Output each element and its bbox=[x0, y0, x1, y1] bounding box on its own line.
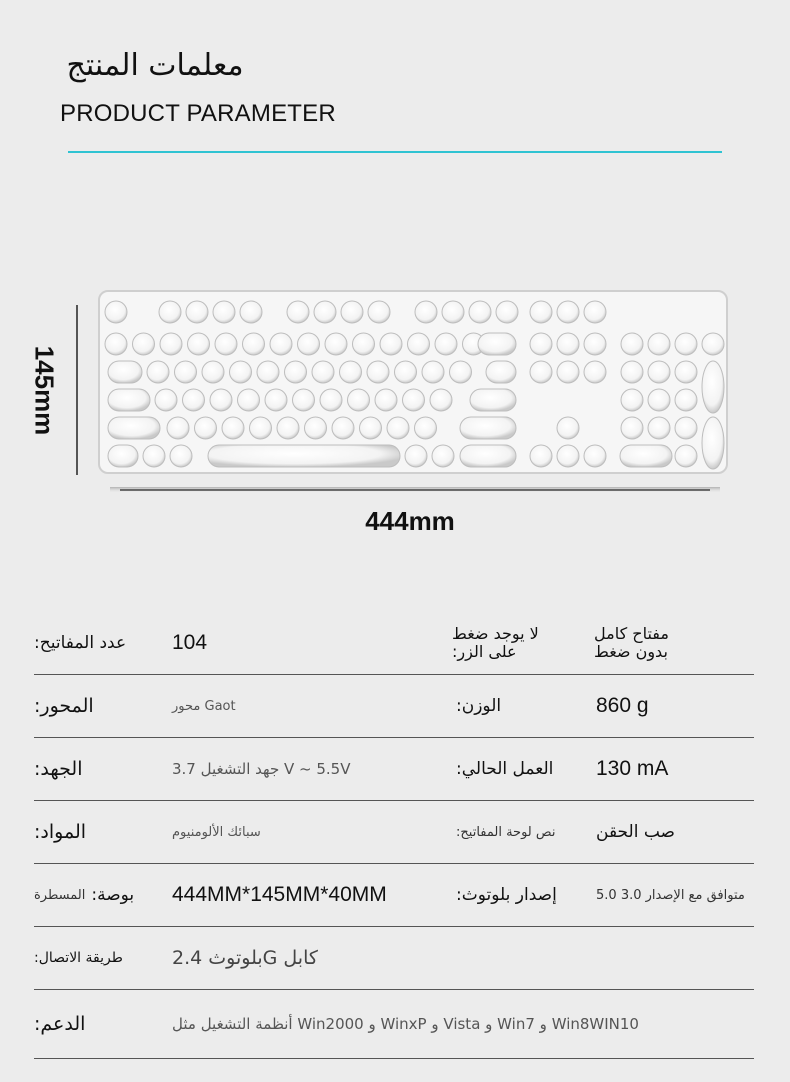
keycap bbox=[320, 389, 342, 411]
keycap bbox=[557, 417, 579, 439]
keycap bbox=[285, 361, 307, 383]
spec-label-line: لا يوجد ضغط bbox=[452, 624, 539, 643]
keycap bbox=[463, 333, 485, 355]
keycap bbox=[305, 417, 327, 439]
keycap bbox=[621, 333, 643, 355]
spec-row bbox=[34, 675, 754, 738]
keycap bbox=[183, 389, 205, 411]
spec-row bbox=[34, 927, 754, 990]
keycap bbox=[195, 417, 217, 439]
keycap bbox=[648, 361, 670, 383]
keycap bbox=[557, 333, 579, 355]
keycap bbox=[403, 389, 425, 411]
keycap bbox=[341, 301, 363, 323]
spec-label-line: :على الزر bbox=[452, 642, 517, 661]
keycap bbox=[360, 417, 382, 439]
keycap-wide bbox=[486, 361, 516, 383]
keycap bbox=[557, 445, 579, 467]
keycap bbox=[415, 301, 437, 323]
keycap bbox=[325, 333, 347, 355]
keycap bbox=[188, 333, 210, 355]
keycap bbox=[155, 389, 177, 411]
height-dimension-label: 145mm bbox=[29, 345, 60, 435]
title-underline bbox=[68, 151, 722, 153]
keycap bbox=[380, 333, 402, 355]
keycap bbox=[348, 389, 370, 411]
keycap-wide bbox=[470, 389, 516, 411]
spec-label: :عدد المفاتيح bbox=[34, 633, 127, 653]
spec-row bbox=[34, 801, 754, 864]
spec-row bbox=[34, 612, 754, 675]
keycap bbox=[387, 417, 409, 439]
keycap bbox=[675, 445, 697, 467]
spec-label: :نص لوحة المفاتيح bbox=[456, 824, 556, 840]
keycap bbox=[675, 389, 697, 411]
spec-row bbox=[34, 738, 754, 801]
keycap bbox=[175, 361, 197, 383]
keycap bbox=[298, 333, 320, 355]
keycap bbox=[530, 445, 552, 467]
spec-value: بلوتوث 2.4G كابل bbox=[172, 947, 318, 969]
spec-value: 104 bbox=[172, 631, 208, 654]
keycap bbox=[621, 389, 643, 411]
keycap bbox=[430, 389, 452, 411]
spec-value: محور Gaot bbox=[172, 698, 236, 714]
keycap bbox=[442, 301, 464, 323]
keycap bbox=[469, 301, 491, 323]
keycap bbox=[186, 301, 208, 323]
keycap bbox=[287, 301, 309, 323]
keycap bbox=[621, 417, 643, 439]
keycap bbox=[143, 445, 165, 467]
keycap bbox=[584, 361, 606, 383]
keycap bbox=[367, 361, 389, 383]
spec-value-line: مفتاح كامل bbox=[594, 624, 669, 643]
keycap bbox=[405, 445, 427, 467]
spec-label: :العمل الحالي bbox=[456, 759, 554, 779]
keycap-wide bbox=[460, 445, 516, 467]
keycap bbox=[312, 361, 334, 383]
spec-row bbox=[34, 864, 754, 927]
width-dimension-label: 444mm bbox=[365, 506, 455, 536]
keycap bbox=[167, 417, 189, 439]
spec-row bbox=[34, 990, 754, 1059]
keycap-wide bbox=[620, 445, 672, 467]
keycap bbox=[432, 445, 454, 467]
spec-value: متوافق مع الإصدار 3.0 5.0 bbox=[596, 887, 745, 903]
keycap bbox=[314, 301, 336, 323]
keycap-wide bbox=[108, 445, 138, 467]
height-dimension bbox=[24, 310, 64, 470]
keycap bbox=[422, 361, 444, 383]
spec-value: صب الحقن bbox=[596, 822, 675, 842]
spec-label-main: :بوصة bbox=[91, 885, 135, 905]
keycap bbox=[496, 301, 518, 323]
keycap bbox=[240, 301, 262, 323]
keycap bbox=[332, 417, 354, 439]
keycap bbox=[210, 389, 232, 411]
keycap bbox=[395, 361, 417, 383]
keycap-wide bbox=[478, 333, 516, 355]
keycap bbox=[375, 389, 397, 411]
keycap bbox=[648, 417, 670, 439]
keycap bbox=[222, 417, 244, 439]
keyboard-body bbox=[99, 291, 727, 473]
keycap bbox=[621, 361, 643, 383]
keycap bbox=[702, 333, 724, 355]
keycap bbox=[368, 301, 390, 323]
spec-value: 3.7 جهد التشغيل V ~ 5.5V bbox=[172, 760, 351, 778]
spec-label-sub: المسطرة bbox=[34, 887, 86, 903]
keycap bbox=[415, 417, 437, 439]
keycap bbox=[648, 389, 670, 411]
keycap bbox=[293, 389, 315, 411]
keycap-wide bbox=[108, 417, 160, 439]
spec-value: سبائك الألومنيوم bbox=[172, 824, 261, 840]
spec-value: 860 g bbox=[596, 694, 649, 717]
spec-label: :الدعم bbox=[34, 1013, 86, 1035]
keycap bbox=[584, 333, 606, 355]
keycap bbox=[133, 333, 155, 355]
keycap-wide bbox=[108, 389, 150, 411]
keyboard-keys bbox=[105, 301, 724, 469]
spec-table bbox=[34, 612, 754, 1059]
keycap bbox=[408, 333, 430, 355]
keycap bbox=[584, 445, 606, 467]
keycap bbox=[160, 333, 182, 355]
keycap bbox=[277, 417, 299, 439]
keycap bbox=[340, 361, 362, 383]
page-title-arabic: معلمات المنتج bbox=[66, 48, 244, 83]
keycap bbox=[557, 301, 579, 323]
keyboard-shadow bbox=[110, 487, 720, 493]
keycap bbox=[147, 361, 169, 383]
spec-value: 130 mA bbox=[596, 757, 669, 780]
keycap-wide bbox=[460, 417, 516, 439]
keycap bbox=[675, 333, 697, 355]
spec-label: :الجهد bbox=[34, 758, 83, 780]
keycap bbox=[530, 301, 552, 323]
spec-value-line: بدون ضغط bbox=[594, 642, 668, 661]
keycap bbox=[450, 361, 472, 383]
keycap bbox=[270, 333, 292, 355]
keycap bbox=[648, 333, 670, 355]
keycap-wide bbox=[702, 361, 724, 413]
keycap bbox=[435, 333, 457, 355]
keycap bbox=[170, 445, 192, 467]
spec-label: :الوزن bbox=[456, 696, 502, 716]
keycap bbox=[213, 301, 235, 323]
spec-label: :طريقة الاتصال bbox=[34, 950, 123, 966]
keycap bbox=[159, 301, 181, 323]
keycap bbox=[675, 417, 697, 439]
keycap bbox=[238, 389, 260, 411]
spec-value bbox=[594, 612, 669, 674]
keycap bbox=[257, 361, 279, 383]
keycap bbox=[215, 333, 237, 355]
keycap bbox=[584, 301, 606, 323]
keycap bbox=[105, 333, 127, 355]
keycap-wide bbox=[208, 445, 400, 467]
spec-label bbox=[452, 612, 539, 674]
keycap bbox=[250, 417, 272, 439]
keycap bbox=[530, 333, 552, 355]
spec-label: :المواد bbox=[34, 821, 87, 843]
keycap bbox=[557, 361, 579, 383]
keycap bbox=[202, 361, 224, 383]
keycap bbox=[105, 301, 127, 323]
keycap bbox=[230, 361, 252, 383]
spec-value: أنظمة التشغيل مثل Win2000 و WinxP و Vista و Win7 و Win8WIN10 bbox=[172, 1015, 639, 1033]
keycap-wide bbox=[702, 417, 724, 469]
spec-value: 444MM*145MM*40MM bbox=[172, 883, 387, 906]
keycap bbox=[530, 361, 552, 383]
spec-label bbox=[34, 864, 134, 926]
spec-label: :إصدار بلوتوث bbox=[456, 885, 557, 905]
keycap-wide bbox=[108, 361, 142, 383]
page-title-english: PRODUCT PARAMETER bbox=[60, 100, 336, 127]
keycap bbox=[675, 361, 697, 383]
spec-label: :المحور bbox=[34, 695, 94, 717]
keycap bbox=[243, 333, 265, 355]
keycap bbox=[353, 333, 375, 355]
keycap bbox=[265, 389, 287, 411]
